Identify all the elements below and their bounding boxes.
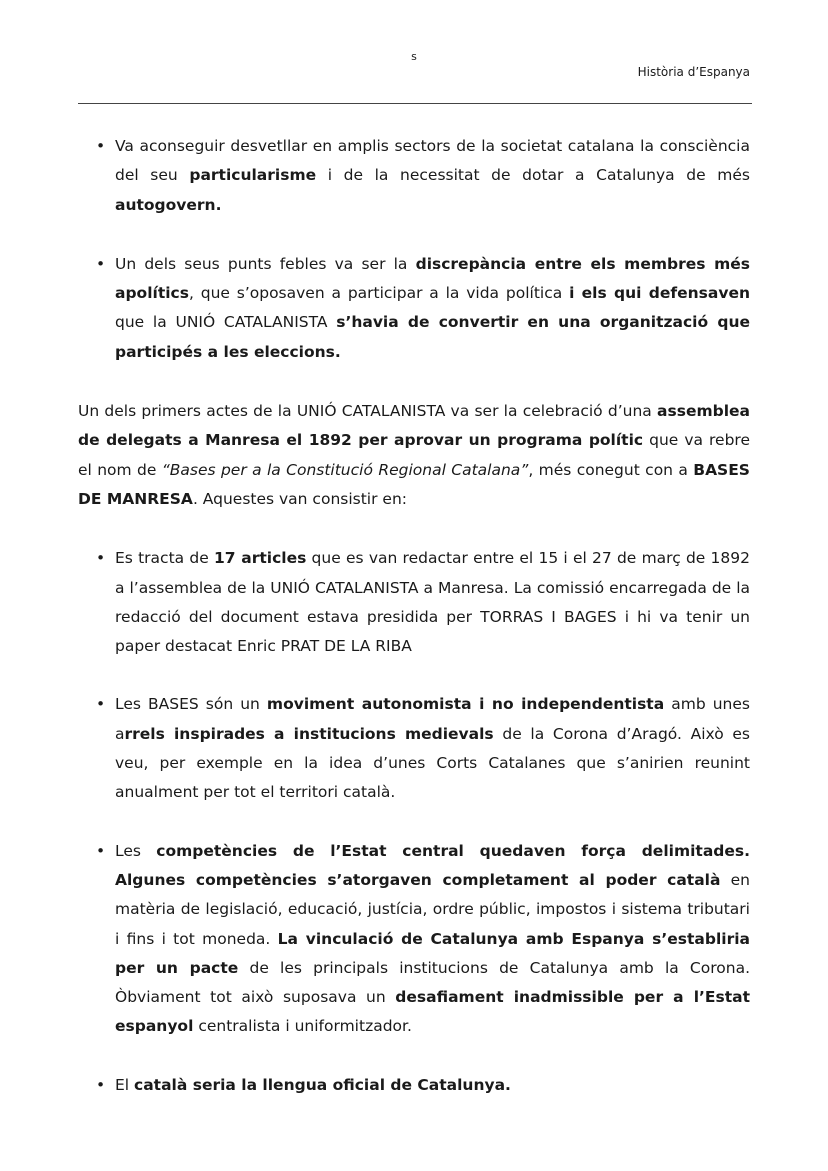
paragraph-text: Un dels primers actes de la UNIÓ CATALANISTA va ser la celebració d’una	[78, 402, 658, 421]
bullet-emphasis: rrels inspirades a institucions medievals	[124, 724, 494, 743]
paragraph-text: . Aquestes van consistir en:	[192, 489, 407, 508]
bullet-text: i de la necessitat de dotar a Catalunya de més	[316, 166, 750, 185]
bullet-text: de les principals institucions de Catalunya amb la Corona. Òbviament tot això suposava un	[115, 958, 751, 1007]
bullet-text: , que s’oposaven a participar a la vida política	[188, 284, 570, 303]
header-rule	[78, 103, 752, 104]
bullet-emphasis: desafiament inadmissible per a l’Estat espanyol	[115, 988, 750, 1036]
bullet-emphasis: competències de l’Estat central quedaven força delimitades. Algunes competències s’atorgaven completament al poder català	[115, 841, 750, 889]
bullet-text: que la UNIÓ CATALANISTA	[115, 313, 337, 332]
bullet-text: amb unes a	[115, 695, 750, 743]
paragraph-emphasis: assemblea de delegats a Manresa el 1892 per aprovar un programa polític	[78, 402, 750, 450]
bullet-icon: •	[96, 1075, 106, 1094]
bullet-emphasis: català seria la llengua oficial de Catalunya.	[134, 1075, 511, 1094]
bullet-icon: •	[96, 137, 106, 155]
bullet-emphasis: i els qui defensaven	[569, 284, 750, 303]
paragraph-emphasis: BASES DE MANRESA	[78, 460, 750, 508]
paragraph-text: que va rebre el nom de	[78, 431, 750, 479]
bullet-icon: •	[96, 695, 106, 714]
paragraph-text: , més conegut con a	[528, 460, 694, 479]
intro-paragraph	[78, 397, 750, 514]
bullet-emphasis: La vinculació de Catalunya amb Espanya s’establiria per un pacte	[115, 929, 750, 977]
bullet-item-competencies	[78, 837, 750, 1042]
bullet-item-autonomista	[78, 690, 750, 807]
document-body	[78, 132, 750, 1100]
bullet-text: en matèria de legislació, educació, justícia, ordre públic, impostos i sistema tributari i fins i tot moneda.	[115, 870, 750, 948]
bullet-text: Va aconseguir desvetllar en amplis sectors de la societat catalana la consciència del seu	[115, 137, 750, 185]
bullet-text: que es van redactar entre el 15 i el 27 de març de 1892 a l’assemblea de la UNIÓ CATALANISTA a Manresa. La comissió encarregada de la redacció del document estava presidida per TORRAS I BAGES i hi va tenir un paper destacat Enric PRAT DE LA RIBA	[115, 549, 751, 656]
bullet-item-autogovern	[78, 132, 750, 220]
bullet-item-llengua	[78, 1071, 750, 1100]
bullet-text: Un dels seus punts febles va ser la	[115, 254, 416, 273]
bullet-item-articles	[78, 544, 750, 661]
bullet-emphasis: moviment autonomista i no independentista	[266, 695, 665, 714]
page-number: s	[411, 50, 417, 63]
bullet-icon: •	[96, 549, 106, 568]
paragraph-italic: “Bases per a la Constitució Regional Catalana”	[161, 460, 529, 479]
running-title: Història d’Espanya	[637, 65, 750, 79]
bullet-item-discrepancia	[78, 250, 750, 367]
bullet-emphasis: 17 articles	[213, 549, 307, 568]
bullet-text: centralista i uniformitzador.	[193, 1017, 412, 1036]
bullet-text: Les	[115, 841, 157, 860]
bullet-emphasis: particularisme	[189, 166, 317, 185]
bullet-emphasis: s’havia de convertir en una organització que participés a les eleccions.	[115, 313, 750, 361]
bullet-text: Es tracta de	[115, 549, 214, 568]
bullet-text: El	[115, 1075, 135, 1094]
bullet-text: Les BASES són un	[115, 695, 267, 714]
bullet-emphasis: autogovern.	[115, 195, 222, 214]
bullet-icon: •	[96, 841, 106, 860]
bullet-emphasis: discrepància entre els membres més apolítics	[115, 254, 750, 303]
bullet-icon: •	[96, 254, 106, 273]
bullet-text: de la Corona d’Aragó. Això es veu, per exemple en la idea d’unes Corts Catalanes que s’anirien reunint anualment per tot el territori català.	[115, 724, 751, 802]
